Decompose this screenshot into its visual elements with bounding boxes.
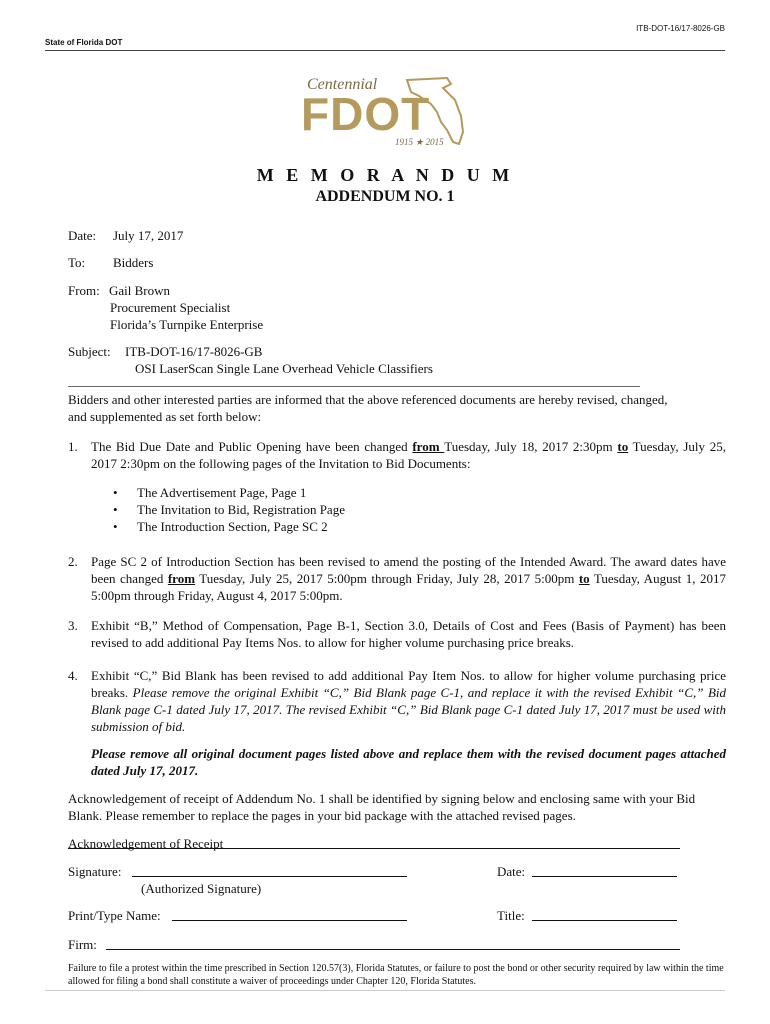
from-name: Gail Brown — [109, 283, 171, 298]
date-field[interactable] — [532, 876, 677, 877]
logo-years: 1915 ★ 2015 — [395, 137, 444, 147]
item-4-number: 4. — [68, 668, 78, 683]
list-item: • The Invitation to Bid, Registration Page — [113, 501, 513, 518]
date-field-label: Date: — [497, 864, 526, 879]
item-2-to: to — [578, 571, 590, 586]
item-4-instructions: Please remove the original Exhibit “C,” Bid Blank page C-1, and replace it with the revised Exhibit “C,” Bid Blank page C-1 dated July 17, 2017. The revised Exhibit “C,” Bid Blank page C-1 dated July 17, 2017 must be used with submission of bid. — [91, 685, 726, 734]
item-1-number: 1. — [68, 439, 78, 454]
firm-label: Firm: — [68, 937, 97, 952]
bottom-divider — [45, 990, 725, 991]
print-name-label: Print/Type Name: — [68, 908, 161, 923]
item-2-from: from — [167, 571, 196, 586]
acknowledgement-paragraph: Acknowledgement of receipt of Addendum No. 1 shall be identified by signing below and enclosing same with your Bid Blank. Please remember to replace the pages in your bid package with the attached revised pages. — [68, 791, 696, 823]
protest-disclaimer: Failure to file a protest within the time prescribed in Section 120.57(3), Florida Statutes, or failure to post the bond or other security required by law within the time allowed for filing a bond shall constitute a waiver of proceedings under Chapter 120, Florida Statutes. — [68, 963, 724, 987]
item-1-from: from — [412, 439, 445, 454]
print-name-field[interactable] — [172, 920, 407, 921]
item-2-number: 2. — [68, 554, 78, 569]
fdot-centennial-logo — [295, 70, 475, 150]
subject-description: OSI LaserScan Single Lane Overhead Vehicle Classifiers — [135, 361, 433, 376]
acknowledgement-heading: Acknowledgement of Receipt — [68, 836, 224, 851]
from-organization: Florida’s Turnpike Enterprise — [110, 317, 264, 332]
acknowledgement-heading-underline — [68, 848, 680, 849]
signature-label: Signature: — [68, 864, 122, 879]
subject-code: ITB-DOT-16/17-8026-GB — [125, 344, 263, 359]
title-field-label: Title: — [497, 908, 525, 923]
date-label: Date: — [68, 228, 97, 243]
list-item: • The Introduction Section, Page SC 2 — [113, 518, 513, 535]
signature-caption: (Authorized Signature) — [141, 881, 262, 896]
signature-field[interactable] — [132, 876, 407, 877]
item-2-text: Page SC 2 of Introduction Section has been revised to amend the posting of the Intended Award. The award dates have been changed from Tuesday, July 25, 2017 5:00pm through Friday, July 28, 2017 5:00pm to Tuesday, August 1, 2017 5:00pm through Friday, August 4, 2017 5:00pm. — [91, 554, 726, 603]
header-divider — [45, 50, 725, 51]
to-label: To: — [68, 255, 86, 270]
firm-field[interactable] — [106, 949, 680, 950]
item-1-bullet-list — [113, 484, 513, 535]
logo-main-text: FDOT — [301, 88, 431, 140]
replacement-notice: Please remove all original document pages listed above and replace them with the revised document pages attached dated July 17, 2017. — [91, 746, 726, 778]
agency-name: State of Florida DOT — [45, 38, 123, 47]
item-1-text: The Bid Due Date and Public Opening have been changed from Tuesday, July 18, 2017 2:30pm to Tuesday, July 25, 2017 2:30pm on the following pages of the Invitation to Bid Documents: — [91, 439, 726, 471]
title-field[interactable] — [532, 920, 677, 921]
document-code: ITB-DOT-16/17-8026-GB — [636, 24, 725, 33]
list-item: • The Advertisement Page, Page 1 — [113, 484, 513, 501]
from-label: From: — [68, 283, 100, 298]
intro-paragraph: Bidders and other interested parties are informed that the above referenced documents are hereby revised, changed, and supplemented as set forth below: — [68, 392, 668, 424]
from-title: Procurement Specialist — [110, 300, 231, 315]
item-4-text: Exhibit “C,” Bid Blank has been revised to add additional Pay Item Nos. to allow for higher volume purchasing price breaks. Please remove the original Exhibit “C,” Bid Blank page C-1, and replace it with the revised Exhibit “C,” Bid Blank page C-1 dated July 17, 2017. The revised Exhibit “C,” Bid Blank page C-1 dated July 17, 2017 must be used with submission of bid. — [91, 668, 726, 734]
memo-title: M E M O R A N D U M — [256, 165, 514, 185]
date-value: July 17, 2017 — [113, 228, 184, 243]
to-value: Bidders — [113, 255, 154, 270]
addendum-title: ADDENDUM NO. 1 — [315, 188, 455, 205]
subject-underline: ________________________________________________________________________________________ — [68, 373, 640, 388]
item-1-to: to — [617, 439, 629, 454]
logo-script-text: Centennial — [307, 76, 378, 93]
item-3-text: Exhibit “B,” Method of Compensation, Page B-1, Section 3.0, Details of Cost and Fees (Basis of Payment) has been revised to add additional Pay Items Nos. to allow for higher volume purchasing price breaks. — [91, 618, 726, 650]
subject-label: Subject: — [68, 344, 111, 359]
item-3-number: 3. — [68, 618, 78, 633]
